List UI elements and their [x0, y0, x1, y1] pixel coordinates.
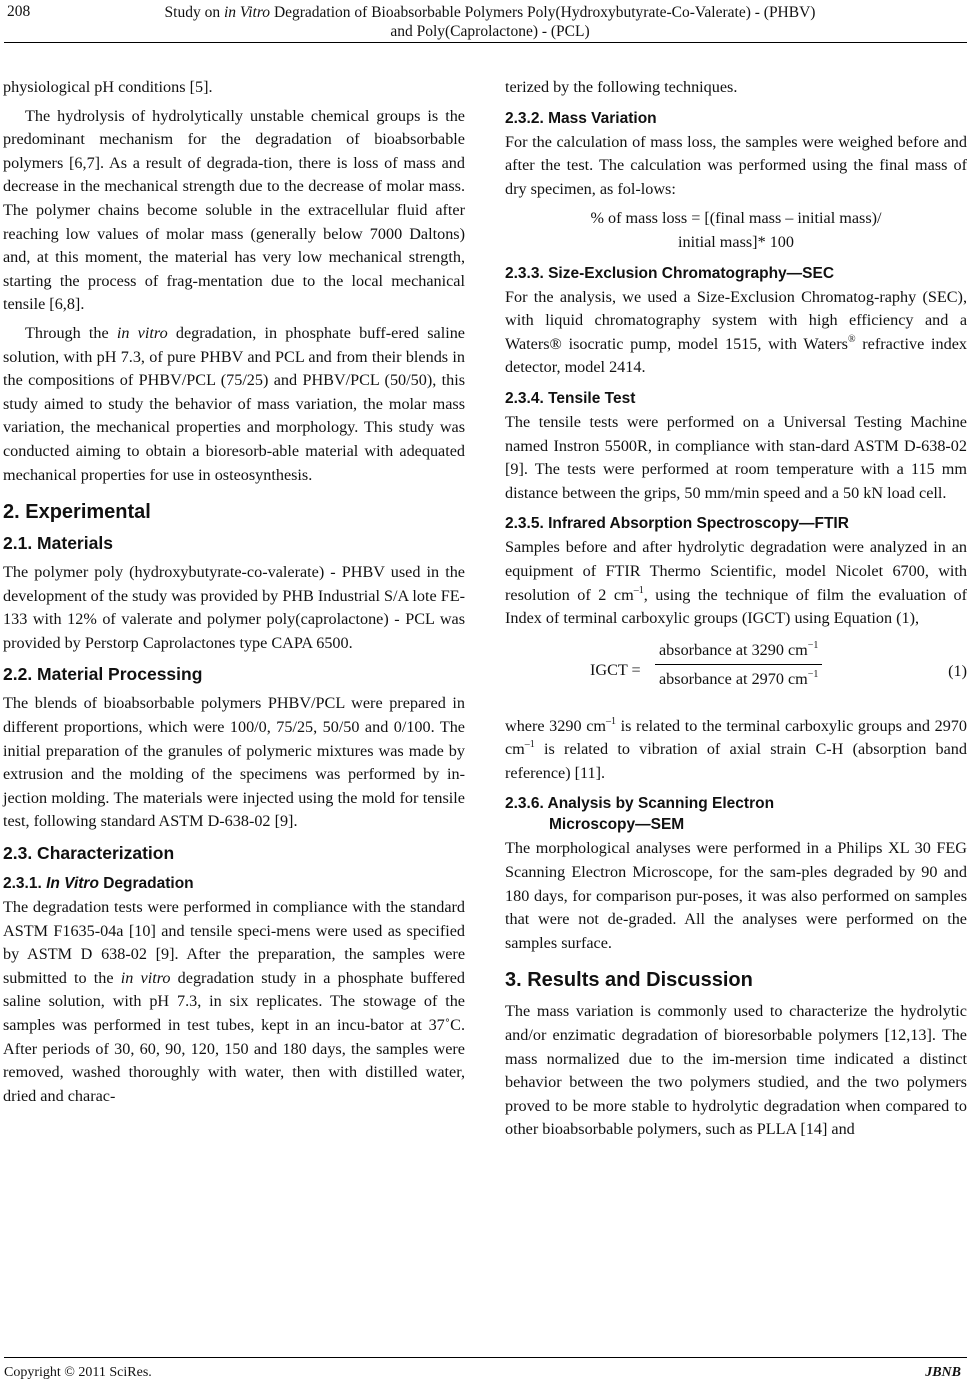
subsubsection-heading: [3, 873, 465, 894]
equation: [505, 639, 967, 709]
italic-term: in vitro: [116, 323, 168, 342]
formula: [505, 207, 967, 254]
paragraph: The morphological analyses were performed in a Philips XL 30 FEG Scanning Electron Microscope, for the sam-ples degraded by 90 and 180 days, for comparison pur-poses, it was also performed on samples that were not de-graded. All the analyses were performed on the samples surface.: [505, 839, 967, 952]
paragraph: [505, 715, 967, 786]
footer: [4, 1365, 967, 1381]
paragraph: [3, 322, 465, 487]
running-header-pre: Study on: [164, 4, 224, 21]
text-run: , using the technique of film the evaluation of Index of terminal carboxylic groups (IGCT) using Equation (1),: [505, 585, 967, 628]
text-run: The degradation tests were performed in compliance with the standard ASTM F1635-04a [10] and tensile speci-mens were used as specified by ASTM D 638-02 [9]. After the preparation, the samples were submitted to the: [3, 898, 465, 987]
equation-numerator: [655, 639, 822, 666]
text-run: degradation, in phosphate buff-ered saline solution, with pH 7.3, of pure PHBV and PCL and from their blends in the compositions of PHBV/PCL (75/25) and PHBV/PCL (50/50), this study aimed to study the behavior of mass variation, the molar mass variation, the mechanical properties and morphology. This study was conducted aiming to obtain a bioresorb-able material with adequated mechanical properties for use in osteosynthesis.: [3, 323, 465, 484]
heading-line: 2.3.6. Analysis by Scanning Electron: [505, 795, 775, 813]
subsubsection-heading: [505, 793, 967, 835]
text-run: is related to vibration of axial strain C-H (absorption band reference) [11].: [505, 740, 967, 782]
superscript: −1: [807, 639, 819, 651]
paragraph: The blends of bioabsorbable polymers PHBV/PCL were prepared in different proportions, which were 100/0, 75/25, 50/50 and 0/100. The initial preparation of the granules of polymeric mixtures was made by extrusion and the molding of the specimens was performed by in-jection molding. The materials were injected using the mold for tensile test, following standard ASTM D-638-02 [9].: [3, 694, 465, 831]
text-run: refractive index detector, model 2414.: [505, 334, 967, 377]
paragraph: terized by the following techniques.: [505, 78, 738, 96]
header-rule: [4, 42, 967, 43]
equation-denominator-text: absorbance at 2970 cm: [659, 670, 808, 689]
footer-rule: [4, 1357, 967, 1358]
superscript: –1: [524, 739, 535, 751]
equation-number: (1): [948, 661, 967, 680]
paragraph: The mass variation is commonly used to characterize the hydrolytic and/or enzimatic degradation of bioresorbable polymers [12,13]. The mass normalized due to the im-mersion time indicated a distinct behavior between the two polymers studied, and the two polymers proved to be more stable to hydrolytic degradation when compared to other bioabsorbable polymers, such as PLLA [14] and: [505, 1002, 967, 1139]
superscript: −1: [807, 669, 819, 681]
text-run: where 3290 cm: [505, 716, 606, 735]
subsection-heading: 2.1. Materials: [3, 533, 113, 554]
heading-number: 2.3.1.: [3, 875, 47, 893]
paragraph: [3, 896, 465, 1108]
text-run: is related to the terminal carboxylic groups and 2970 cm: [505, 716, 967, 759]
formula-line: initial mass]* 100: [678, 232, 794, 251]
subsection-heading: 2.3. Characterization: [3, 843, 175, 864]
equation-denominator: [655, 665, 822, 692]
text-run: Through the: [25, 323, 117, 342]
paragraph: physiological pH conditions [5].: [3, 78, 213, 96]
journal-abbrev: JBNB: [925, 1365, 961, 1380]
left-column: [3, 76, 465, 1108]
subsection-heading: 2.2. Material Processing: [3, 664, 203, 685]
superscript: –1: [633, 584, 644, 596]
equation-numerator-text: absorbance at 3290 cm: [659, 640, 808, 659]
page-number: 208: [7, 3, 31, 20]
heading-rest: Degradation: [98, 875, 194, 893]
paragraph: The polymer poly (hydroxybutyrate-co-valerate) - PHBV used in the development of the study was provided by PHB Industrial S/A lote FE-133 with 12% of valerate and polymer poly(caprolactone) - PCL was provided by Perstorp Caprolactones type CAPA 6500.: [3, 563, 465, 652]
heading-line: Microscopy—SEM: [549, 816, 685, 834]
heading-italic: In Vitro: [46, 875, 99, 893]
text-run: degradation study in a phosphate buffered saline solution, with pH 7.3, in six replicates. The stowage of the samples was performed in test tubes, kept in an incu-bator at 37˚C. After periods of 30, 60, 90, 120, 150 and 180 days, the samples were removed, washed thoroughly with water, then with distilled water, dried and charac-: [3, 968, 465, 1105]
paragraph: For the calculation of mass loss, the samples were weighed before and after the test. The calculation was performed using the final mass of dry specimen, as fol-lows:: [505, 132, 967, 198]
right-column: [505, 76, 967, 1142]
equation-fraction: [655, 639, 822, 692]
paragraph: [505, 536, 967, 630]
superscript: –1: [605, 715, 616, 727]
running-header: [90, 3, 890, 41]
running-header-line2: and Poly(Caprolactone) - (PCL): [390, 23, 590, 40]
running-header-italic: in Vitro: [223, 4, 271, 21]
paragraph: The hydrolysis of hydrolytically unstable chemical groups is the predominant mechanism for the degradation of bioabsorbable polymers [6,7]. As a result of degrada-tion, there is loss of mass and decrease in the mechanical strength due to the decrease of molar mass. The polymer chains become soluble in the extracellular fluid after reaching low values of molar mass (generally below 7000 Daltons) and, at this moment, the material has very low mechanical strength, starting the process of frag-mentation due to the local mechanical tensile [6,8].: [3, 106, 465, 314]
paragraph: [505, 286, 967, 380]
text-run: For the analysis, we used a Size-Exclusion Chromatog-raphy (SEC), with liquid chromatography system with high efficiency and a Waters® isocratic pump, model 1515, with Waters: [505, 287, 967, 353]
subsubsection-heading: 2.3.3. Size-Exclusion Chromatography—SEC: [505, 264, 835, 282]
section-heading: 3. Results and Discussion: [505, 969, 753, 992]
superscript: ®: [847, 333, 856, 345]
text-run: Samples before and after hydrolytic degradation were analyzed in an equipment of FTIR Thermo Scientific, model Nicolet 6700, with resolution of 2 cm: [505, 538, 967, 604]
subsubsection-heading: 2.3.4. Tensile Test: [505, 389, 636, 407]
paragraph: The tensile tests were performed on a Universal Testing Machine named Instron 5500R, in compliance with stan-dard ASTM D-638-02 [9]. The tests were performed at room temperature with a 115 mm distance between the grips, 50 mm/min speed and a 50 kN load cell.: [505, 412, 967, 502]
subsubsection-heading: 2.3.5. Infrared Absorption Spectroscopy—FTIR: [505, 515, 849, 533]
formula-line: % of mass loss = [(final mass – initial mass)/: [590, 209, 882, 228]
running-header-post: Degradation of Bioabsorbable Polymers Poly(Hydroxybutyrate-Co-Valerate) - (PHBV): [270, 4, 816, 21]
equation-lhs: IGCT =: [590, 660, 641, 679]
section-heading: 2. Experimental: [3, 501, 151, 524]
italic-term: in vitro: [120, 968, 171, 987]
copyright: Copyright © 2011 SciRes.: [4, 1365, 152, 1380]
subsubsection-heading: 2.3.2. Mass Variation: [505, 109, 657, 127]
